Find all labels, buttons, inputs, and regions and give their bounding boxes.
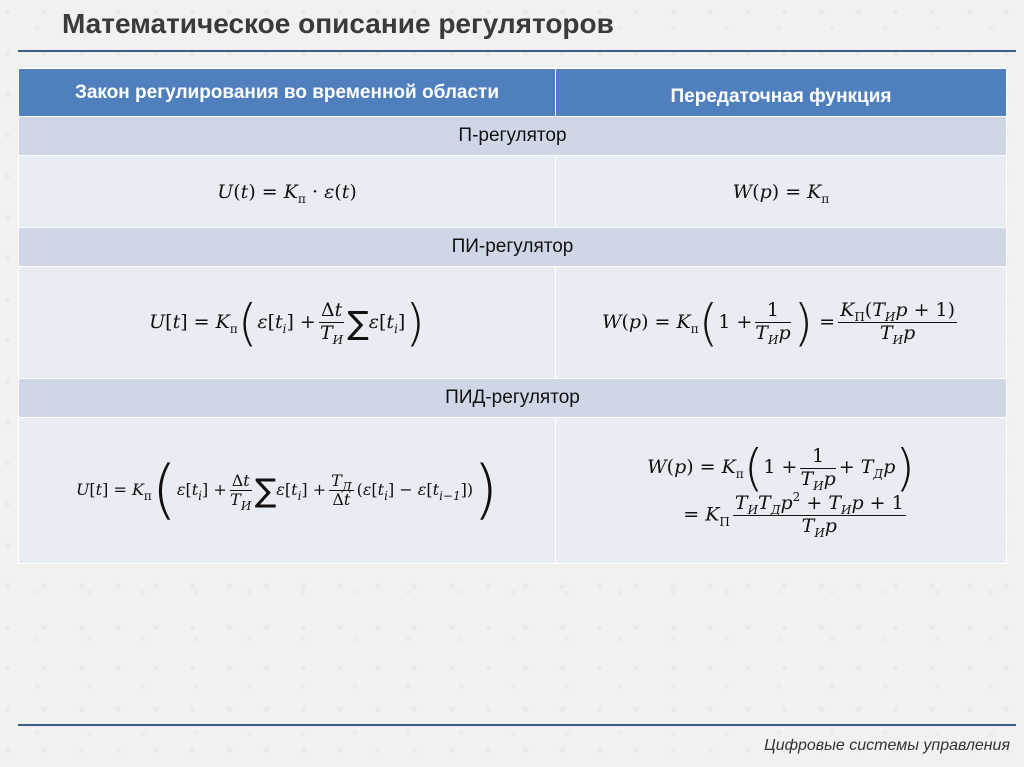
title-underline	[18, 50, 1016, 52]
header-transfer-function: Передаточная функция	[556, 69, 1007, 117]
time-law-p: $U(t) = K_п \cdot \varepsilon(t)$	[19, 156, 556, 228]
slide-title: Математическое описание регуляторов	[62, 8, 614, 39]
section-title-pi: ПИ-регулятор	[19, 228, 1007, 267]
section-row-pid	[19, 379, 1007, 418]
formula-row-pi	[19, 267, 1007, 379]
table-header-row	[19, 69, 1007, 117]
time-law-pid: $U[t] = K_п(\varepsilon[t_i]$ + $\frac{\Delta t}{T_И}$ $\sum\varepsilon[t_i]$ + $\frac{T_Д}{\Delta t}$ $(\varepsilon[t_i] - \varepsilon[t_{i-1}])$)	[19, 418, 556, 564]
time-law-pi: $U[t] = K_п(\varepsilon[t_i]$ + $\frac{\Delta t}{T_И}$ $\sum\varepsilon[t_i]$)	[19, 267, 556, 379]
transfer-function-p: $W(p) = K_п$	[556, 156, 1007, 228]
formula-row-p	[19, 156, 1007, 228]
footer-divider	[18, 724, 1016, 726]
formula-row-pid	[19, 418, 1007, 564]
header-time-domain: Закон регулирования во временной области	[19, 69, 556, 117]
footer-caption: Цифровые системы управления	[764, 737, 1010, 754]
section-title-p: П-регулятор	[19, 117, 1007, 156]
transfer-function-pid: $W(p) = K_п(1$ + $\frac{1}{T_Иp}$ + $T_Дp$) = $K_П$ $\frac{T_ИT_Дp^2 + T_Иp + 1}{T_Иp}$	[556, 418, 1007, 564]
section-title-pid: ПИД-регулятор	[19, 379, 1007, 418]
transfer-function-pi: $W(p) = K_п(1$ + $\frac{1}{T_Иp}$ ) = $\frac{K_П(T_Иp + 1)}{T_Иp}$	[556, 267, 1007, 379]
section-row-pi	[19, 228, 1007, 267]
regulator-table	[18, 68, 1007, 564]
section-row-p	[19, 117, 1007, 156]
